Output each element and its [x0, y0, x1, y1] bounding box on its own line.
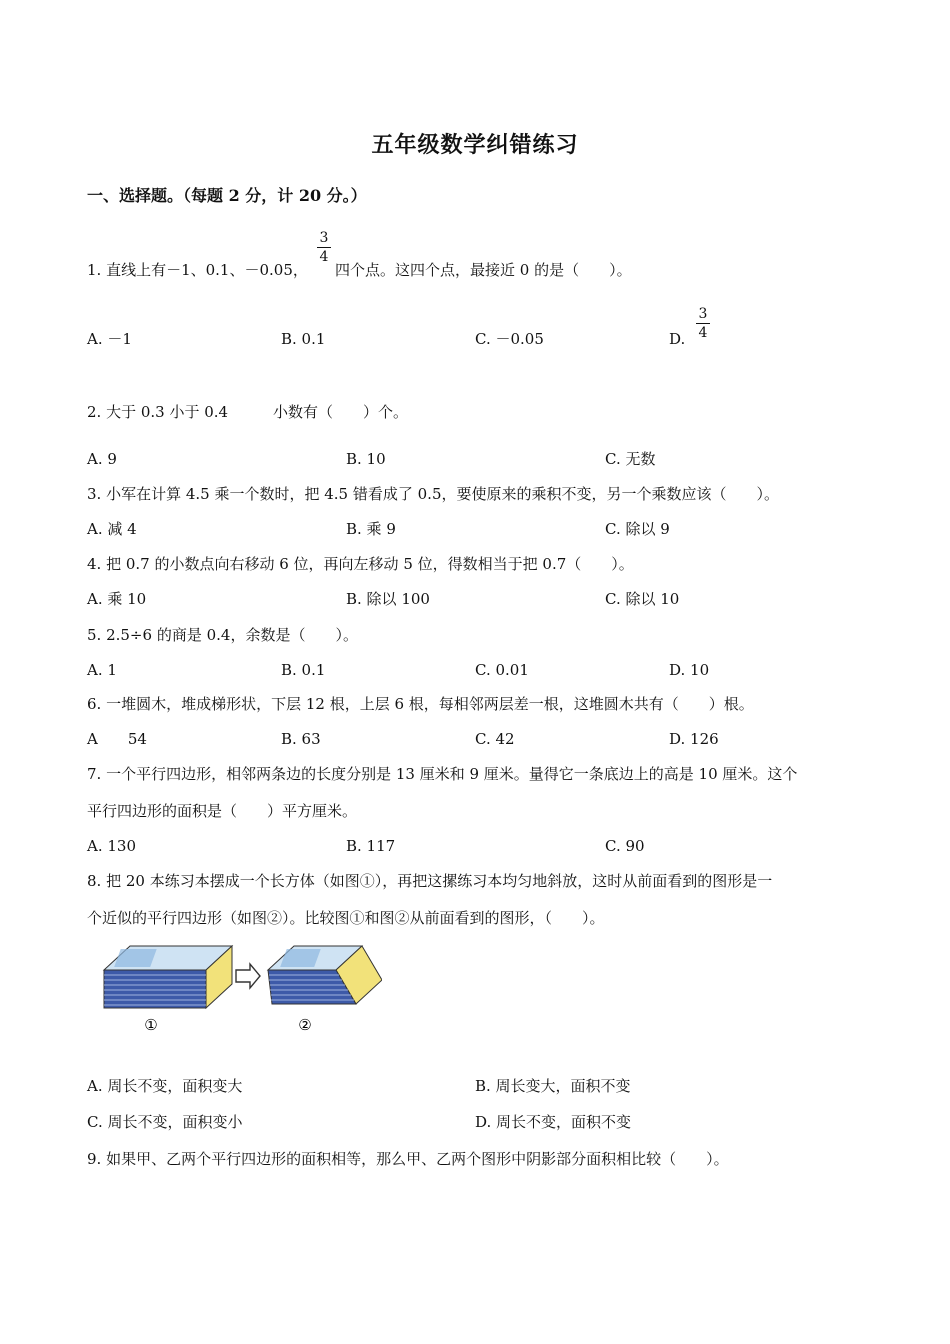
q5-text: 5. 2.5÷6 的商是 0.4，余数是（ ）。 [87, 626, 358, 644]
fraction-numerator: 3 [319, 230, 329, 246]
q8-option-c[interactable]: C. 周长不变，面积变小 [87, 1113, 243, 1131]
q5-option-d[interactable]: D. 10 [669, 661, 710, 679]
q9-text: 9. 如果甲、乙两个平行四边形的面积相等，那么甲、乙两个图形中阴影部分面积相比较（ ）。 [87, 1150, 729, 1168]
q1-option-d-fraction [696, 306, 710, 341]
q1-option-d[interactable]: D. [669, 330, 686, 348]
q8-figure [102, 940, 382, 1040]
q3-option-b[interactable]: B. 乘 9 [346, 520, 396, 538]
q7-text-line1: 7. 一个平行四边形，相邻两条边的长度分别是 13 厘米和 9 厘米。量得它一条底边上的高是 10 厘米。这个 [87, 765, 798, 783]
q4-text: 4. 把 0.7 的小数点向右移动 6 位，再向左移动 5 位，得数相当于把 0.7（ ）。 [87, 555, 634, 573]
q8-text-line1: 8. 把 20 本练习本摆成一个长方体（如图①），再把这摞练习本均匀地斜放，这时从前面看到的图形是一 [87, 872, 773, 890]
q3-option-c[interactable]: C. 除以 9 [605, 520, 670, 538]
fraction-denominator: 4 [319, 249, 329, 265]
q2-text-b: 小数有（ ）个。 [273, 403, 409, 421]
q1-fraction [317, 230, 331, 265]
q1-text-a: 1. 直线上有－1、0.1、－0.05， [87, 261, 308, 279]
q8-option-d[interactable]: D. 周长不变，面积不变 [475, 1113, 632, 1131]
q7-text-line2: 平行四边形的面积是（ ）平方厘米。 [87, 802, 358, 820]
q2-option-c[interactable]: C. 无数 [605, 450, 656, 468]
q2-text-a: 2. 大于 0.3 小于 0.4 [87, 403, 229, 421]
q4-option-b[interactable]: B. 除以 100 [346, 590, 430, 608]
q5-option-c[interactable]: C. 0.01 [475, 661, 529, 679]
figure-2-label: ② [298, 1016, 312, 1034]
q6-option-c[interactable]: C. 42 [475, 730, 515, 748]
q1-option-c[interactable]: C. －0.05 [475, 330, 544, 348]
arrow-right-icon [236, 964, 260, 988]
fraction-numerator: 3 [698, 306, 708, 322]
q7-option-b[interactable]: B. 117 [346, 837, 396, 855]
page-title: 五年级数学纠错练习 [371, 132, 579, 158]
q7-option-a[interactable]: A. 130 [87, 837, 136, 855]
q8-option-a[interactable]: A. 周长不变，面积变大 [87, 1077, 243, 1095]
q4-option-c[interactable]: C. 除以 10 [605, 590, 680, 608]
q3-option-a[interactable]: A. 减 4 [87, 520, 137, 538]
fraction-denominator: 4 [698, 325, 708, 341]
figure-1-label: ① [144, 1016, 158, 1034]
q5-option-a[interactable]: A. 1 [87, 661, 117, 679]
q1-option-b[interactable]: B. 0.1 [281, 330, 326, 348]
q2-option-b[interactable]: B. 10 [346, 450, 386, 468]
q5-option-b[interactable]: B. 0.1 [281, 661, 326, 679]
q7-option-c[interactable]: C. 90 [605, 837, 645, 855]
q4-option-a[interactable]: A. 乘 10 [87, 590, 147, 608]
section-heading: 一、选择题。（每题 2 分，计 20 分。） [87, 186, 367, 205]
stack-figure-2 [268, 946, 382, 1004]
q8-text-line2: 个近似的平行四边形（如图②）。比较图①和图②从前面看到的图形，（ ）。 [87, 909, 605, 927]
q8-option-b[interactable]: B. 周长变大，面积不变 [475, 1077, 631, 1095]
q3-text: 3. 小军在计算 4.5 乘一个数时，把 4.5 错看成了 0.5，要使原来的乘积不变，另一个乘数应该（ ）。 [87, 485, 779, 503]
q2-option-a[interactable]: A. 9 [87, 450, 117, 468]
q6-option-b[interactable]: B. 63 [281, 730, 321, 748]
q6-option-a[interactable]: A 54 [87, 730, 147, 748]
q1-text-b: 四个点。这四个点，最接近 0 的是（ ）。 [335, 261, 632, 279]
q6-text: 6. 一堆圆木，堆成梯形状，下层 12 根，上层 6 根，每相邻两层差一根，这堆圆木共有（ ）根。 [87, 695, 754, 713]
q1-option-a[interactable]: A. －1 [87, 330, 132, 348]
stack-figure-1 [104, 946, 232, 1008]
q6-option-d[interactable]: D. 126 [669, 730, 719, 748]
